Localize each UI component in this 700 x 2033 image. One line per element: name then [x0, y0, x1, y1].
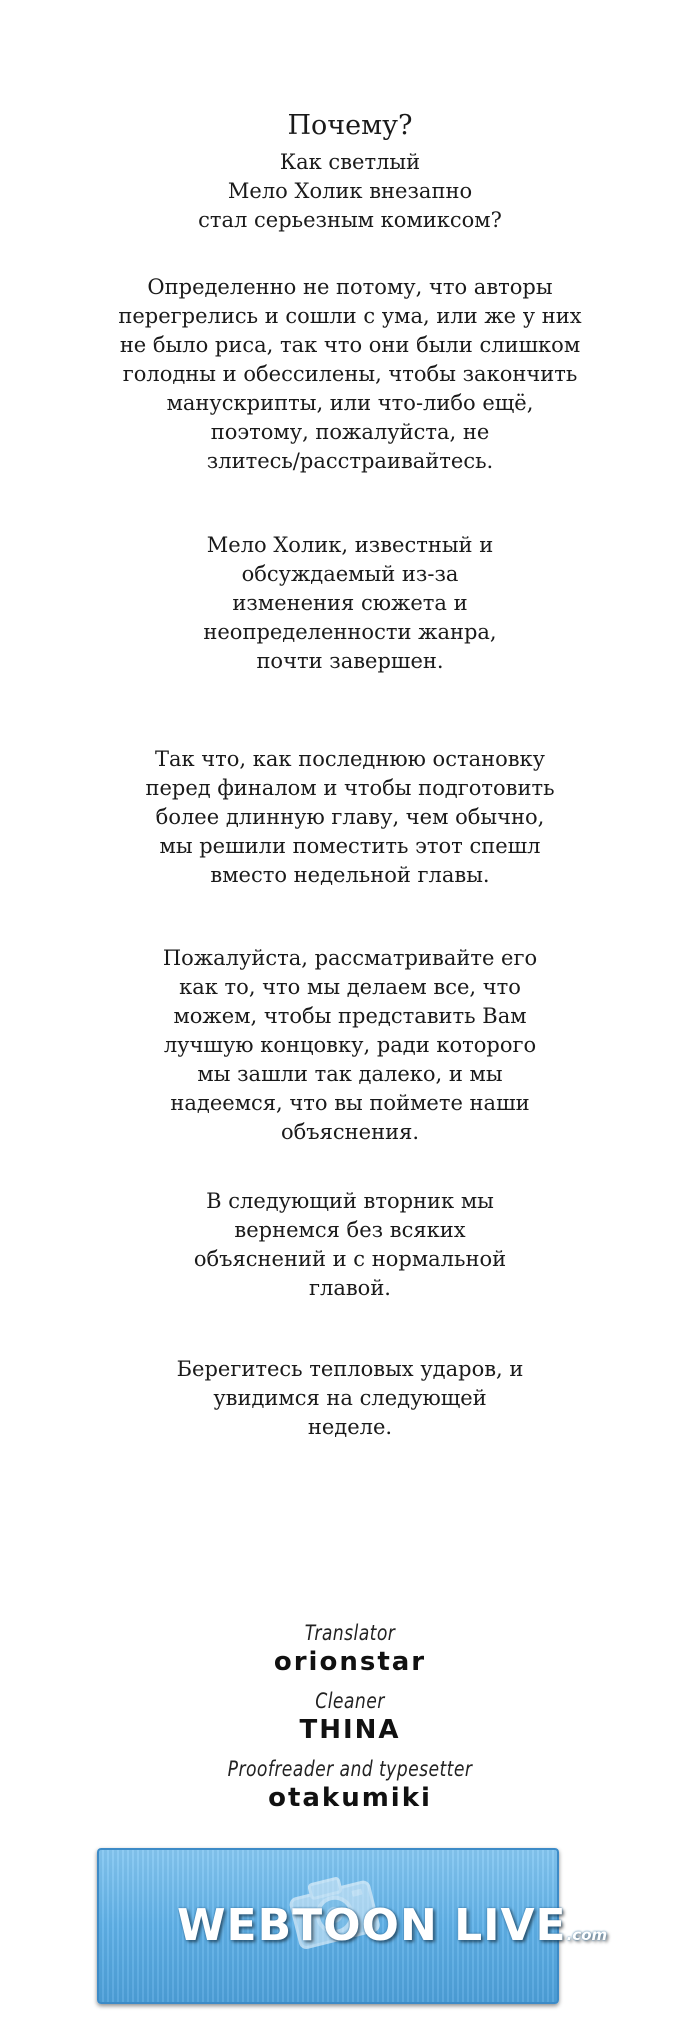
translator-name: orionstar: [273, 1647, 427, 1677]
paragraph-line: В следующий вторник мы: [206, 1189, 494, 1213]
webtoon-live-banner[interactable]: [97, 1848, 608, 2004]
paragraph-3: [0, 745, 700, 890]
paragraph-line: мы решили поместить этот спешл: [159, 834, 541, 858]
paragraph-line: мы зашли так далеко, и мы: [197, 1062, 503, 1086]
paragraph-line: объяснений и с нормальной: [193, 1247, 507, 1271]
credits: [0, 1620, 700, 1814]
paragraph-line: перед финалом и чтобы подготовить: [145, 776, 555, 800]
paragraph-4: [0, 944, 700, 1147]
paragraph-line: изменения сюжета и: [232, 591, 468, 615]
paragraph-line: Пожалуйста, рассматривайте его: [162, 946, 538, 970]
paragraph-2: [0, 531, 700, 676]
subtitle-line: Как светлый: [279, 150, 421, 174]
paragraph-line: более длинную главу, чем обычно,: [155, 805, 545, 829]
banner-logo-suffix: .com: [566, 1926, 608, 1944]
paragraph-line: главой.: [308, 1276, 391, 1300]
translator-role: Translator: [304, 1621, 396, 1645]
paragraph-line: почти завершен.: [256, 649, 444, 673]
page-title: Почему?: [287, 110, 413, 141]
paragraph-line: неопределенности жанра,: [203, 620, 497, 644]
paragraph-line: Определенно не потому, что авторы: [147, 275, 553, 299]
paragraph-line: неделе.: [307, 1415, 393, 1439]
paragraph-line: вернемся без всяких: [234, 1218, 466, 1242]
paragraph-line: надеемся, что вы поймете наши: [170, 1091, 530, 1115]
paragraph-1: [0, 273, 700, 476]
paragraph-line: не было риса, так что они были слишком: [119, 333, 581, 357]
banner-logo-text: [177, 1900, 607, 1951]
paragraph-6: [0, 1355, 700, 1442]
paragraph-line: манускрипты, или что-либо ещё,: [166, 391, 534, 415]
subtitle: [0, 148, 700, 235]
paragraph-line: можем, чтобы представить Вам: [173, 1004, 527, 1028]
paragraph-line: как то, что мы делаем все, что: [179, 975, 521, 999]
cleaner-role: Cleaner: [315, 1689, 385, 1713]
cleaner-name: THINA: [299, 1715, 401, 1745]
paragraph-5: [0, 1187, 700, 1303]
paragraph-line: увидимся на следующей: [213, 1386, 487, 1410]
proofreader-role: Proofreader and typesetter: [227, 1757, 473, 1781]
paragraph-line: поэтому, пожалуйста, не: [210, 420, 490, 444]
paragraph-line: Мело Холик, известный и: [206, 533, 494, 557]
paragraph-line: Берегитесь тепловых ударов, и: [176, 1357, 524, 1381]
paragraph-line: голодны и обессилены, чтобы закончить: [122, 362, 578, 386]
banner-logo-main: WEBTOON LIVE: [177, 1900, 567, 1951]
paragraph-line: перегрелись и сошли с ума, или же у них: [118, 304, 582, 328]
subtitle-line: стал серьезным комиксом?: [198, 208, 502, 232]
paragraph-line: вместо недельной главы.: [210, 863, 490, 887]
paragraph-line: Так что, как последнюю остановку: [154, 747, 546, 771]
paragraph-line: злитесь/расстраивайтесь.: [206, 449, 494, 473]
paragraph-line: лучшую концовку, ради которого: [163, 1033, 537, 1057]
paragraph-line: обсуждаемый из-за: [241, 562, 459, 586]
subtitle-line: Мело Холик внезапно: [227, 179, 473, 203]
proofreader-name: otakumiki: [268, 1783, 432, 1813]
paragraph-line: объяснения.: [281, 1120, 419, 1144]
